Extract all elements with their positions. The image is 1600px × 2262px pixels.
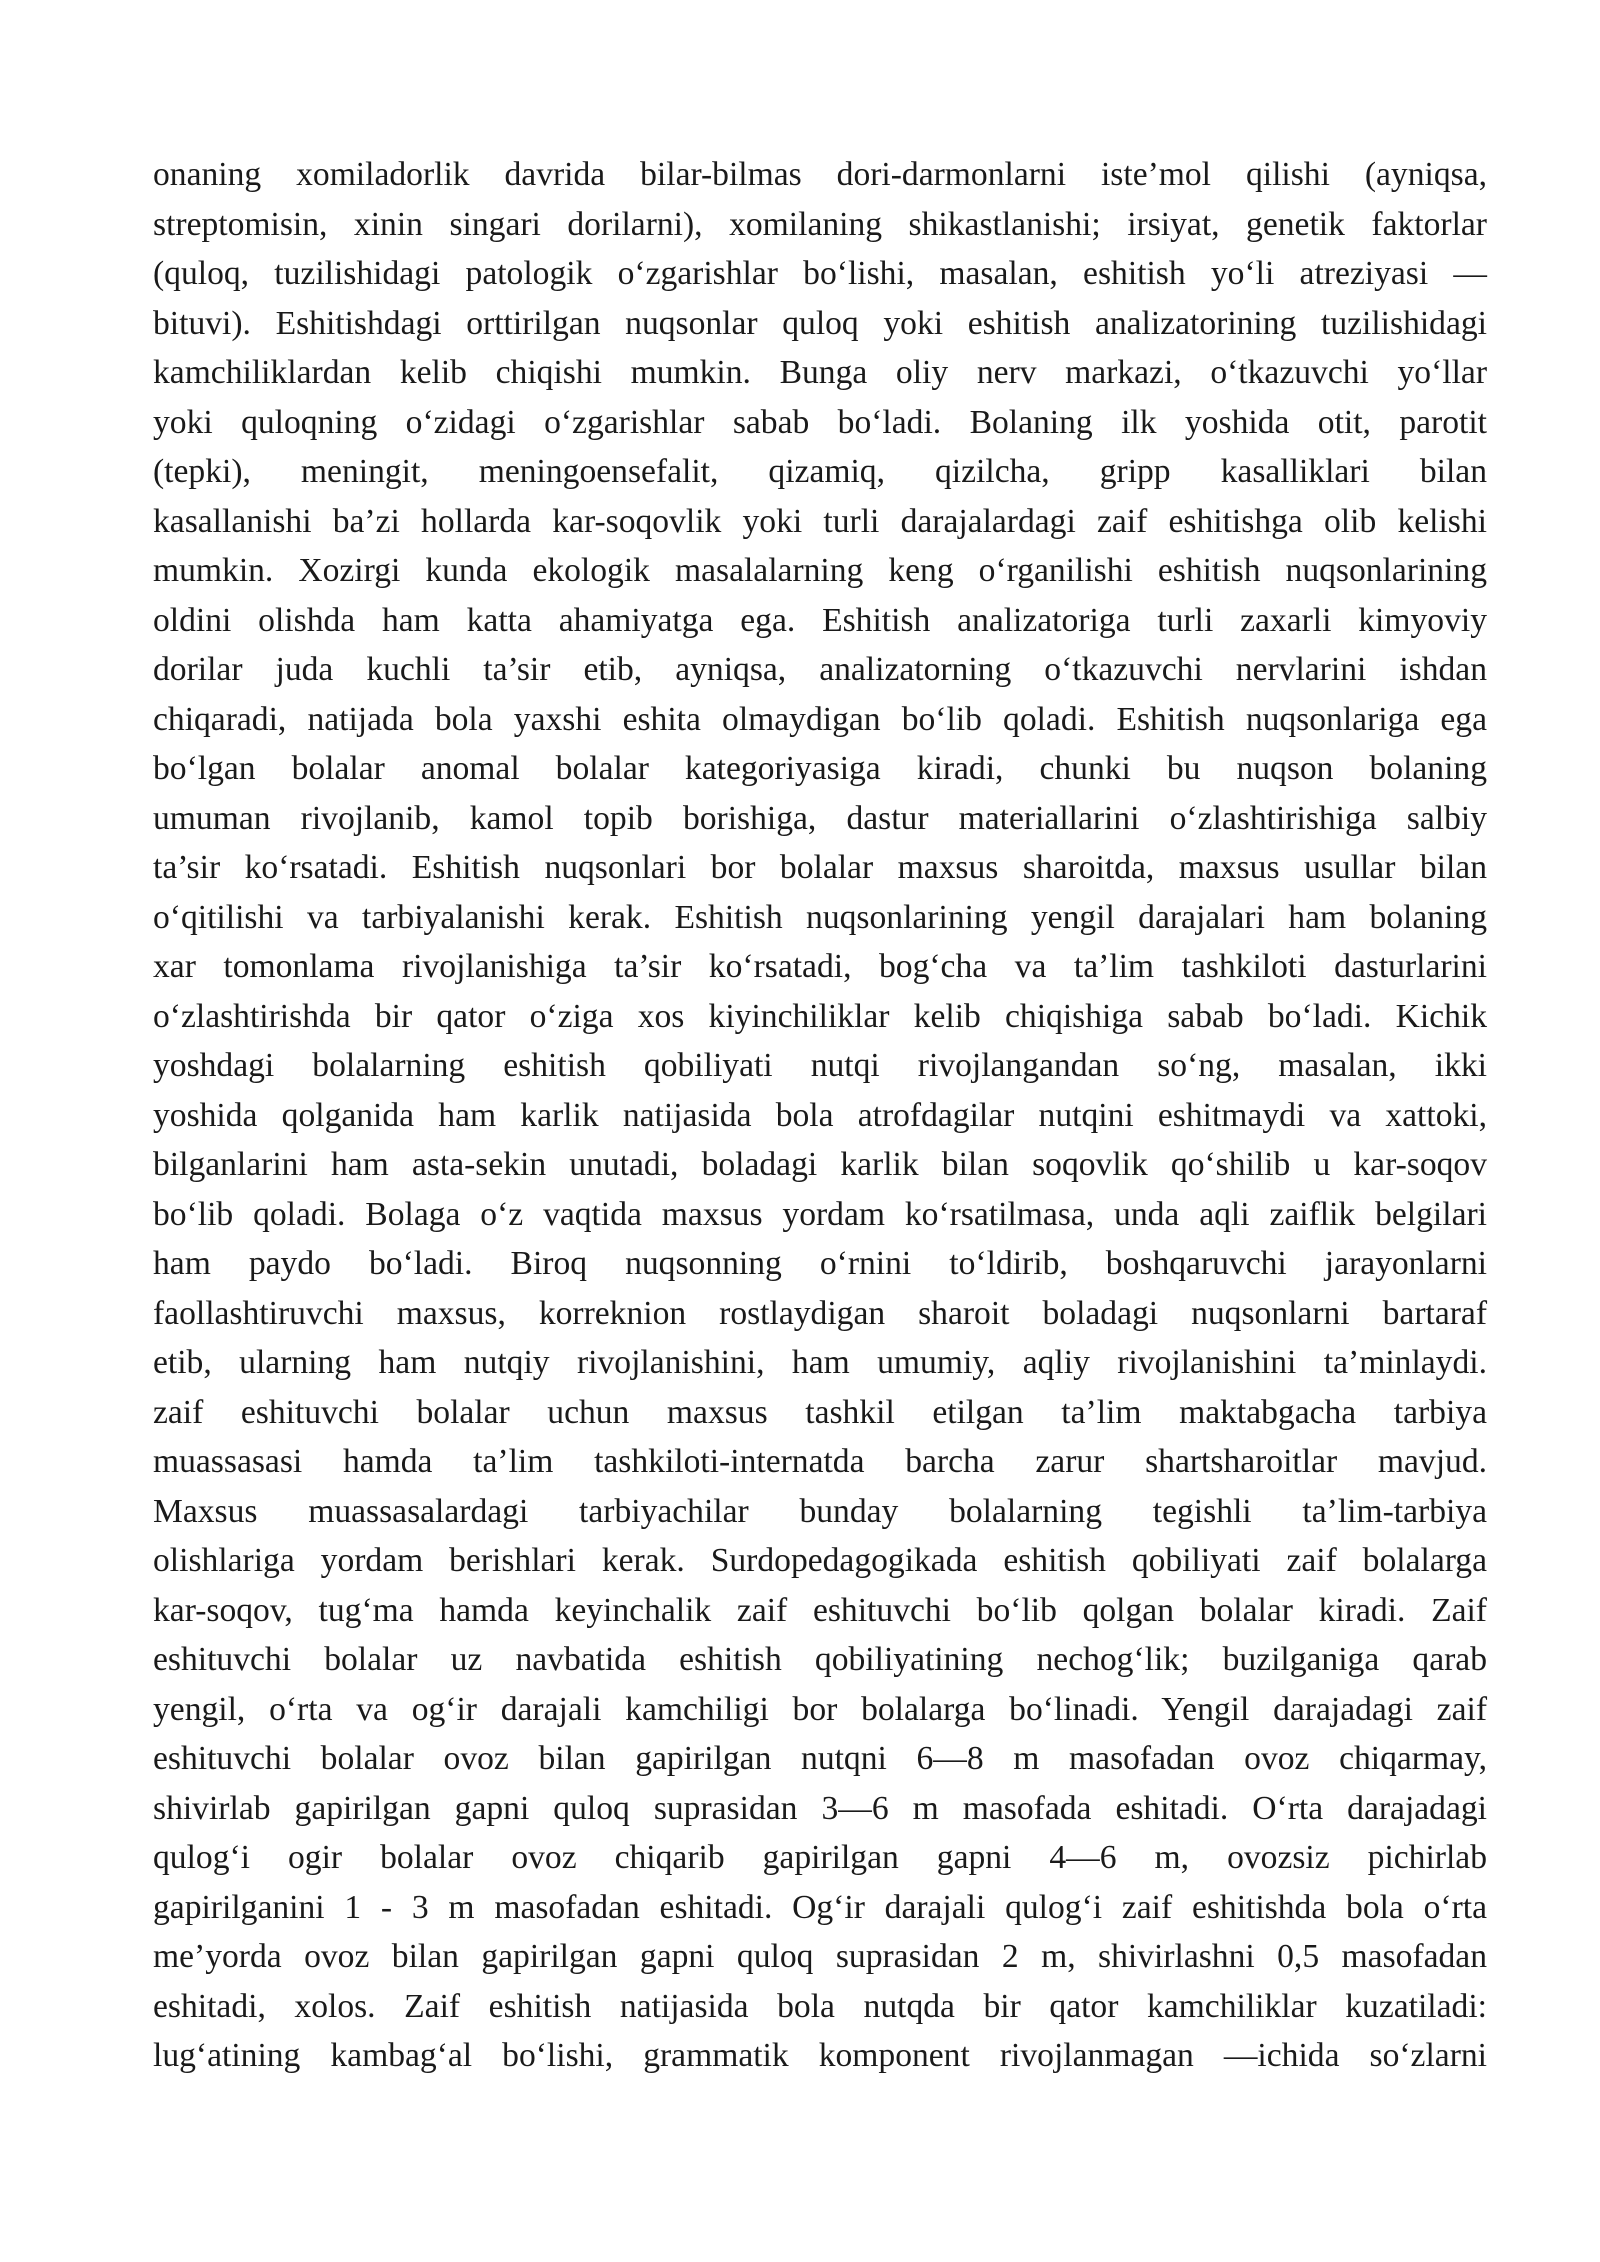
text-line: gapirilganini 1 - 3 m masofadan eshitadi. Og‘ir darajali qulog‘i zaif eshitishda bola o‘rta xyxy=(153,1888,1487,1926)
text-line: kamchiliklardan kelib chiqishi mumkin. Bunga oliy nerv markazi, o‘tkazuvchi yo‘llar xyxy=(153,354,1487,391)
text-line: eshituvchi bolalar ovoz bilan gapirilgan nutqni 6—8 m masofadan ovoz chiqarmay, xyxy=(153,1740,1487,1777)
text-line: (tepki), meningit, meningoensefalit, qizamiq, qizilcha, gripp kasalliklari bilan xyxy=(153,453,1487,490)
text-line: o‘zlashtirishda bir qator o‘ziga xos kiyinchiliklar kelib chiqishiga sabab bo‘ladi. Kichik xyxy=(153,997,1487,1035)
text-line: mumkin. Xozirgi kunda ekologik masalalarning keng o‘rganilishi eshitish nuqsonlarining xyxy=(153,552,1487,589)
text-line: xar tomonlama rivojlanishiga ta’sir ko‘rsatadi, bog‘cha va ta’lim tashkiloti dasturlarini xyxy=(153,948,1487,985)
text-line: onaning xomiladorlik davrida bilar-bilmas dori-darmonlarni iste’mol qilishi (ayniqsa, xyxy=(153,156,1487,193)
text-line: oldini olishda ham katta ahamiyatga ega. Eshitish analizatoriga turli zaxarli kimyoviy xyxy=(153,601,1487,639)
text-line: ta’sir ko‘rsatadi. Eshitish nuqsonlari bor bolalar maxsus sharoitda, maxsus usullar bilan xyxy=(153,849,1487,886)
body-paragraph xyxy=(153,150,1487,2081)
text-line: Maxsus muassasalardagi tarbiyachilar bunday bolalarning tegishli ta’lim-tarbiya xyxy=(153,1492,1487,1530)
text-line: kasallanishi ba’zi hollarda kar-soqovlik yoki turli darajalardagi zaif eshitishga olib kelishi xyxy=(153,502,1487,540)
text-line: muassasasi hamda ta’lim tashkiloti-internatda barcha zarur shartsharoitlar mavjud. xyxy=(153,1443,1487,1480)
text-line: etib, ularning ham nutqiy rivojlanishini, ham umumiy, aqliy rivojlanishini ta’minlaydi. xyxy=(153,1344,1487,1381)
text-line: bituvi). Eshitishdagi orttirilgan nuqsonlar quloq yoki eshitish analizatorining tuzilishidagi xyxy=(153,304,1487,342)
text-line: zaif eshituvchi bolalar uchun maxsus tashkil etilgan ta’lim maktabgacha tarbiya xyxy=(153,1393,1487,1431)
text-line: qulog‘i ogir bolalar ovoz chiqarib gapirilgan gapni 4—6 m, ovozsiz pichirlab xyxy=(153,1839,1487,1876)
text-line: bo‘lib qoladi. Bolaga o‘z vaqtida maxsus yordam ko‘rsatilmasa, unda aqli zaiflik belgilari xyxy=(153,1195,1487,1233)
text-line: yoshida qolganida ham karlik natijasida bola atrofdagilar nutqini eshitmaydi va xattoki, xyxy=(153,1096,1487,1134)
text-line: lug‘atining kambag‘al bo‘lishi, grammatik komponent rivojlanmagan —ichida so‘zlarni xyxy=(153,2037,1487,2074)
text-line: yoki quloqning o‘zidagi o‘zgarishlar sabab bo‘ladi. Bolaning ilk yoshida otit, parotit xyxy=(153,403,1487,441)
text-line: chiqaradi, natijada bola yaxshi eshita olmaydigan bo‘lib qoladi. Eshitish nuqsonlariga ega xyxy=(153,700,1487,738)
text-line: yoshdagi bolalarning eshitish qobiliyati nutqi rivojlangandan so‘ng, masalan, ikki xyxy=(153,1047,1487,1084)
text-line: ham paydo bo‘ladi. Biroq nuqsonning o‘rnini to‘ldirib, boshqaruvchi jarayonlarni xyxy=(153,1245,1487,1282)
text-line: (quloq, tuzilishidagi patologik o‘zgarishlar bo‘lishi, masalan, eshitish yo‘li atreziyasi — xyxy=(153,255,1487,292)
text-line: o‘qitilishi va tarbiyalanishi kerak. Eshitish nuqsonlarining yengil darajalari ham bolaning xyxy=(153,898,1487,936)
text-line: bo‘lgan bolalar anomal bolalar kategoriyasiga kiradi, chunki bu nuqson bolaning xyxy=(153,750,1487,787)
text-line: olishlariga yordam berishlari kerak. Surdopedagogikada eshitish qobiliyati zaif bolalarga xyxy=(153,1542,1487,1579)
text-line: umuman rivojlanib, kamol topib borishiga, dastur materiallarini o‘zlashtirishiga salbiy xyxy=(153,799,1487,837)
text-line: yengil, o‘rta va og‘ir darajali kamchiligi bor bolalarga bo‘linadi. Yengil darajadagi zaif xyxy=(153,1690,1487,1728)
text-line: kar-soqov, tug‘ma hamda keyinchalik zaif eshituvchi bo‘lib qolgan bolalar kiradi. Zaif xyxy=(153,1591,1487,1629)
text-line: shivirlab gapirilgan gapni quloq suprasidan 3—6 m masofada eshitadi. O‘rta darajadagi xyxy=(153,1789,1487,1827)
text-line: eshitadi, xolos. Zaif eshitish natijasida bola nutqda bir qator kamchiliklar kuzatiladi: xyxy=(153,1987,1487,2025)
text-line: eshituvchi bolalar uz navbatida eshitish qobiliyatining nechog‘lik; buzilganiga qarab xyxy=(153,1641,1487,1678)
text-line: me’yorda ovoz bilan gapirilgan gapni quloq suprasidan 2 m, shivirlashni 0,5 masofadan xyxy=(153,1938,1487,1975)
text-line: dorilar juda kuchli ta’sir etib, ayniqsa, analizatorning o‘tkazuvchi nervlarini ishdan xyxy=(153,651,1487,688)
text-line: streptomisin, xinin singari dorilarni), xomilaning shikastlanishi; irsiyat, genetik faktorlar xyxy=(153,205,1487,243)
text-line: bilganlarini ham asta-sekin unutadi, boladagi karlik bilan soqovlik qo‘shilib u kar-soqov xyxy=(153,1146,1487,1183)
text-line: faollashtiruvchi maxsus, korreknion rostlaydigan sharoit boladagi nuqsonlarni bartaraf xyxy=(153,1294,1487,1332)
